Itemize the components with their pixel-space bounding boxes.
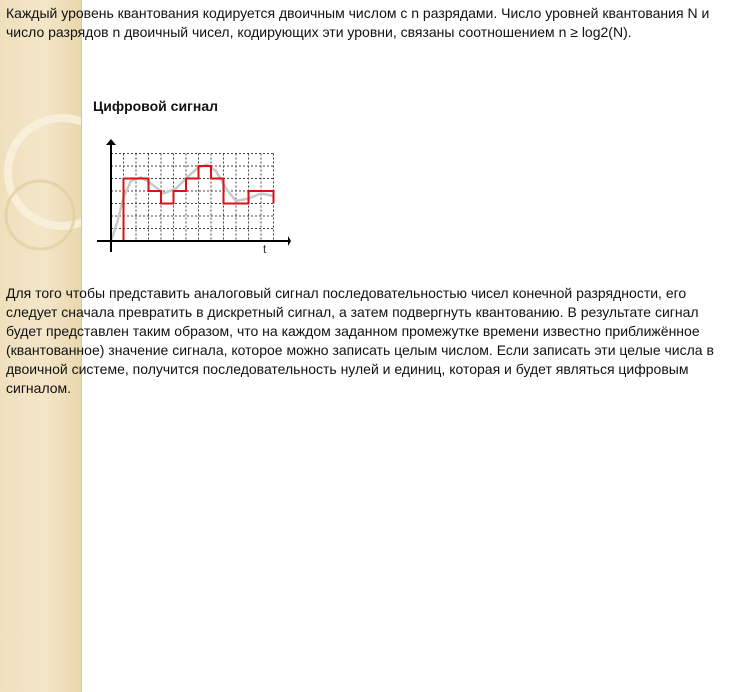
x-axis-arrow — [288, 236, 291, 246]
digital-signal-chart — [92, 130, 292, 260]
figure-title: Цифровой сигнал — [93, 98, 219, 114]
body-paragraph: Для того чтобы представить аналоговый сигнал последовательностью чисел конечной разрядности, его следует сначала превратить в дискретный сигнал, а затем подвергнуть квантованию. В результате сигнал будет представлен таким образом, что на каждом заданном промежутке времени известно приближённое (квантованное) значение сигнала, которое можно записать целым числом. Если записать эти целые числа в двоичной системе, получится последовательность нулей и единиц, которая и будет являться цифровым сигналом. — [6, 285, 714, 396]
intro-paragraph: Каждый уровень квантования кодируется двоичным числом с n разрядами. Число уровней квантования N и число разрядов n двоичный чисел, кодирующих эти уровни, связаны соотношением n ≥ log2(N). — [6, 5, 710, 40]
y-axis-arrow — [106, 139, 116, 145]
x-axis-label: t — [263, 242, 267, 256]
